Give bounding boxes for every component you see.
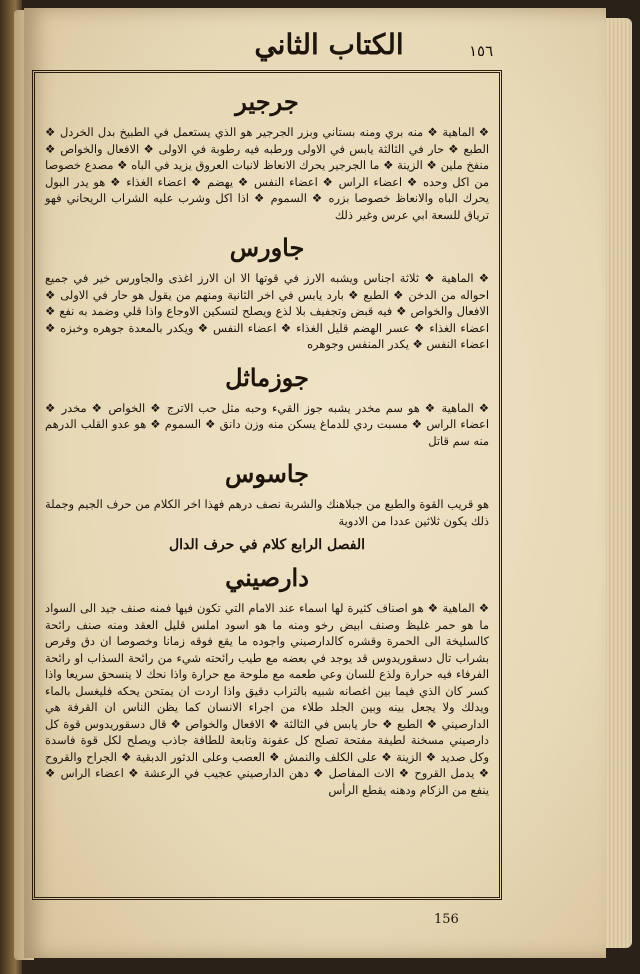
book-page: [24, 8, 606, 958]
entry-title: جاورس: [229, 233, 305, 262]
entry-text: ❖ الماهية ❖ هو اصناف كثيرة لها اسماء عند الامام التي تكون فيها فمنه صنف جيد الى السواد ما هو حمر غليظ وصنف ابيض رخو ومنه ما هو اسود املس قليل العقد ومنه صنف رائحة كالسليخة الى الحمرة وقشره كالدارصيني واجوده ما يقع فوقه زمانا وخصوصا ان دق وقرص بشراب تال دسقوريدوس قد يوجد في بعضه مع طيب رائحته شيء من رائحة السذاب او رائحة الفرفاء فيه حرارة ولذع للسان وعي طعمه مع ملوحة مع حرارة واذا نحك لا ينسحق سريعا واذا كسر كان الذي فيما بين اغصانه شبيه بالتراب دقيق واذا اردت ان يمتحن يحكه فليغسل بالماء ويدلك ولا يجعل بينه وبين الجلد طلاء من اجراء الانسان كما يظن الناس ان القرفة هي الدارصيني ❖ الطبع ❖ حار يابس في الثالثة ❖ الافعال والخواص ❖ قال دسقوريدوس قوة كل دارصيني مسخنة لطيفة مفتحة تصلح كل عفونة وتابعة للطافة جاذب ويصلح لكل قوة فاسدة وكل صديد ❖ الزينة ❖ على الكلف والنمش ❖ العصب وعلى الدثور الدبقية ❖ الجراح والقروح ❖ يدمل القروح ❖ الات المفاصل ❖ دهن الدارصيني عجيب في الرعشة ❖ اعضاء الراس ❖ ينفع من الزكام ودهنه يقطع الرأس: [45, 601, 489, 797]
entry-title: جوزماثل: [225, 362, 309, 392]
running-head: [24, 22, 606, 68]
page-number-bottom: 156: [434, 912, 459, 927]
page-title: الكتاب الثاني: [254, 28, 404, 61]
section-heading: الفصل الرابع كلام في حرف الدال: [169, 537, 365, 553]
entry-title: جرجير: [235, 87, 299, 116]
text-frame: [32, 70, 502, 900]
page-stack-edge: [602, 18, 632, 948]
entry-text: ❖ الماهية ❖ هو سم مخدر يشبه جوز القيء وحبه مثل حب الاترج ❖ الخواص ❖ مخدر ❖ اعضاء الراس ❖ مسبت ردي للدماغ يسكن منه وزن دانق ❖ السموم ❖ هو عدو القلب الدرهم منه سم قاتل: [45, 400, 489, 448]
entry-text: ❖ الماهية ❖ منه بري ومنه بستاني وبزر الجرجير هو الذي يستعمل في الطبيخ بدل الخردل ❖ الطبع ❖ حار في الثالثة يابس في الاولى ورطبه فيه رطوبة في الاولى ❖ الافعال والخواص ❖ منفخ ملين ❖ الزينة ❖ ما الجرجير يحرك الانعاظ لانبات العروق يزيد في الباه ❖ مصدع خصوصا من اكل وحده ❖ اعضاء الراس ❖ اعضاء النفس ❖ يهضم ❖ اعضاء الغذاء ❖ هو يدر البول يحرك الباه والانعاظ خصوصا بزره ❖ السموم ❖ اذا اكل وشرب عليه الشراب الريحاني فهو ترياق للسعة ابي عرس وغير ذلك: [45, 125, 489, 222]
entry-text: هو قريب القوة والطبع من جبلاهنك والشربة نصف درهم فهذا اخر الكلام من حرف الجيم وجملة ذلك يكون ثلاثين عددا من الادوية: [45, 497, 489, 528]
entry-title: دارصيني: [225, 563, 309, 592]
page-number-top: ١٥٦: [469, 42, 494, 60]
entry-title: جاسوس: [225, 459, 309, 488]
entry-text: ❖ الماهية ❖ ثلاثة اجناس ويشبه الارز في قوتها الا ان الارز اغذى والجاورس خير في جميع احواله من الدخن ❖ الطبع ❖ بارد يابس في اخر الثانية ومنهم من يقول هو حار في الاولى ❖ الافعال والخواص ❖ فيه قبض وتجفيف بلا لذع ويصلح لتسكين الاوجاع واذا قلي وضمد به نفع ❖ اعضاء الغذاء ❖ عسر الهضم قليل الغذاء ❖ اعضاء النفس ❖ ويكدر بالمعدة جوهره وخبزه ❖ اعضاء النفس ❖ يكدر المنفس وجوهره: [45, 271, 489, 351]
